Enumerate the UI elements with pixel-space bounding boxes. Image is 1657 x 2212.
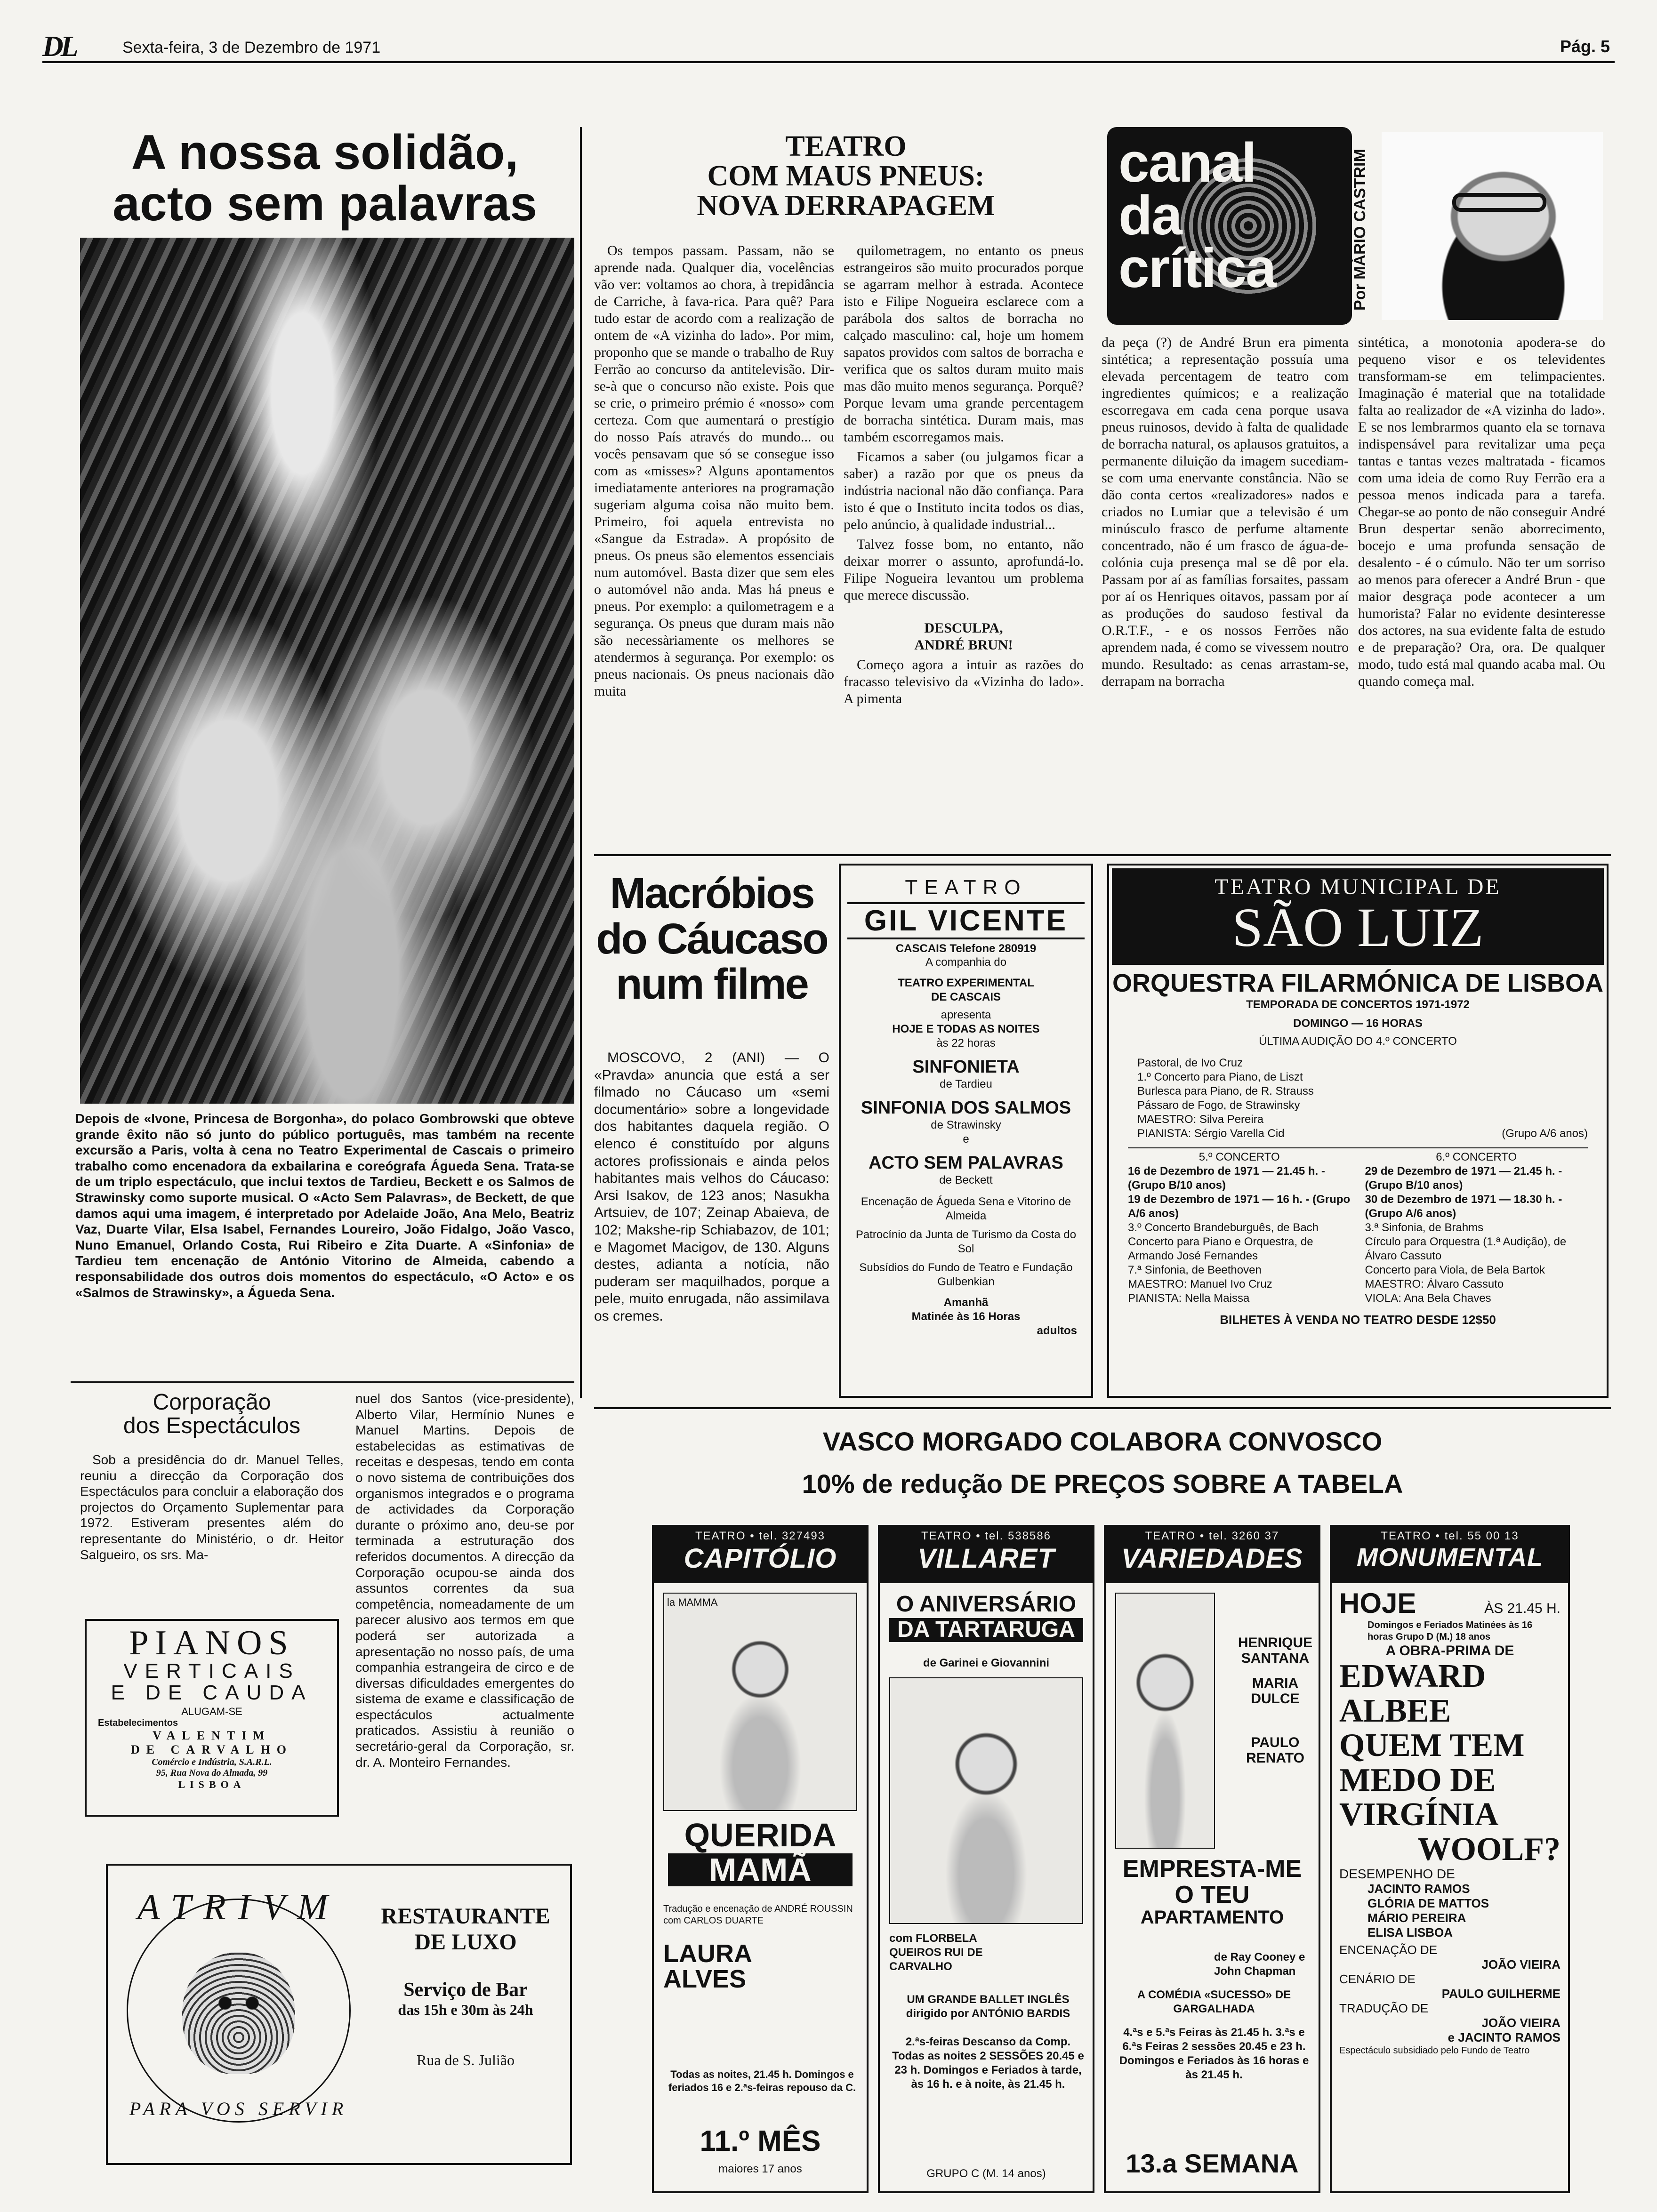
issue-date: Sexta-feira, 3 de Dezembro de 1971 — [122, 39, 381, 56]
villaret-ad: TEATRO • tel. 538586 VILLARET O ANIVERSÁRIO DA TARTARUGA de Garinei e Giovannini com FLORBELA QUEIROS RUI DE CARVALHO UM GRANDE BALLET INGLÊS dirigido por ANTÓNIO BARDIS 2.ªs-feiras Descanso da Comp. Todas as noites 2 SESSÕES 20.45 e 23 h. Domingos e Feriados à tarde, às 16 h. e à noite, às 21.45 h. GRUPO C (M. 14 anos) — [878, 1525, 1094, 2193]
bacchus-mask-icon — [182, 1952, 295, 2074]
monumental-title: EDWARD ALBEE QUEM TEM MEDO DE VIRGÍNIA WOOLF? — [1339, 1658, 1560, 1867]
capitolio-banner: TEATRO • tel. 327493 CAPITÓLIO — [654, 1527, 867, 1583]
monumental-body: HOJE ÀS 21.45 H. Domingos e Feriados Matinées às 16 horas Grupo D (M.) 18 anos A OBRA-PRIMA DE EDWARD ALBEE QUEM TEM MEDO DE VIRGÍNIA WOOLF? DESEMPENHO DE JACINTO RAMOS GLÓRIA DE MATTOS MÁRIO PEREIRA ELISA LISBOA ENCENAÇÃO DE JOÃO VIEIRA CENÁRIO DE PAULO GUILHERME TRADUÇÃO DE JOÃO VIEIRA e JACINTO RAMOS Espectáculo subsidiado pelo Fundo de Teatro — [1339, 1587, 1560, 2056]
capitolio-title: QUERIDA MAMÃ — [654, 1819, 867, 1888]
villaret-title: O ANIVERSÁRIO DA TARTARUGA — [880, 1593, 1093, 1644]
corporacao-column-2: nuel dos Santos (vice-presidente), Alberto Vilar, Hermínio Nunes e Manuel Martins. Depois de estabelecidas as estimativas de receitas e despesas, tendo em conta o novo sistema de contribuições dos organismos integrados e o programa de actividades da Corporação durante o próximo ano, deu-se por terminada a estruturação dos referidos documentos. A direcção da Corporação ocupou-se ainda dos assuntos correntes da sua competência, nomeadamente de um parecer alusivo aos termos em que poderá ser autorizada a apresentação no nosso país, de uma companhia estrangeira de circo e de diversas dificuldades emergentes do sistema de exame e classificação de espectáculos actualmente praticados. Assistiu à reunião o secretário-geral da Corporação, sr. dr. A. Monteiro Fernandes. — [355, 1391, 574, 1770]
teatro-column-3: da peça (?) de André Brun era pimenta sintética; a representação possuía uma elevada percentagem de teatro com ingredientes químicos; e a realização escorregava em cada cena porque usava pneus ruinosos, devido à falta de qualidade de borracha natural, os aplausos gratuitos, a permanente diluição da imagem sucediam-se com uma enervante constância. Não se dão conta certos «realizadores» nados e criados no Lumiar que a televisão é um minúsculo frasco de perfume altamente concentrado, não é um frasco de água-de-colónia cuja presença mal se dê por ela. Passam por aí as famílias forsaites, passam por aí os Henriques oitavos, passam por aí as produções do saudoso festival da O.R.T.F., - e os nossos Ferrões não aprendem nada, é como se vivessem noutro mundo. Resultado: as cenas arrastam-se, derrapam na borracha — [1102, 335, 1349, 689]
teatro-column-2: quilometragem, no entanto os pneus estrangeiros são muito procurados porque se agarram melhor à estrada. Acontece isto e Filipe Nogueira esclarece com a parábola dos saltos de borracha no calçado masculino: cal, hoje um homem sapatos providos com saltos de borracha e verifica que os saltos duram muito mais mas dão muito menos segurança. Porquê? Porque levam uma grande percentagem de borracha sintética. Duram mais, mas também escorregamos mais. Ficamos a saber (ou julgamos ficar a saber) a razão por que os pneus da indústria nacional não dão confiança. Para isto é que o Instituto incita todos os dias, pelo anúncio, à qualidade industrial... Talvez fosse bom, no entanto, não deixar morrer o assunto, aprofundá-lo. Filipe Nogueira levantou um problema que merece discussão. DESCULPA, ANDRÉ BRUN! Começo agora a intuir as razões do fracasso televisivo da «Vizinha do lado». A pimenta — [844, 243, 1084, 706]
monumental-ad — [1330, 1525, 1570, 2193]
canal-critica-logo — [1107, 127, 1352, 325]
gil-vicente-ad: TEATRO GIL VICENTE CASCAIS Telefone 280919 A companhia do TEATRO EXPERIMENTAL DE CASCAIS apresenta HOJE E TODAS AS NOITES às 22 horas SINFONIETA de Tardieu SINFONIA DOS SALMOS de Strawinsky e ACTO SEM PALAVRAS de Beckett Encenação de Águeda Sena e Vitorino de Almeida Patrocínio da Junta de Turismo da Costa do Sol Subsídios do Fundo de Teatro e Fundação Gulbenkian Amanhã Matinée às 16 Horas adultos — [839, 864, 1093, 1398]
morgado-subheadline: 10% de redução DE PREÇOS SOBRE A TABELA — [802, 1469, 1403, 1499]
teatro-column-1: Os tempos passam. Passam, não se aprende nada. Qualquer dia, vocelências vão ver: voltamos ao chora, à trepidância de Carriche, à fava-rica. Para quê? Para tudo estar de acordo com a realização de ontem de «A vizinha do lado». Por mim, proponho que se mande o trabalho de Ruy Ferrão ao concurso da antitelevisão. Dir-se-à que o concurso não existe. Pois que se crie, o primeiro prémio é «nosso» com certeza. Com que aumentará o prestígio do nosso País através do mundo... ou vocês pensavam que só se consegue isso com as «misses»? Alguns apontamentos imediatamente anteriores na programação sugeriam alguma coisa não muito bem. Primeiro, foi aquela entrevista no «Sangue da Estrada». A propósito de pneus. Os pneus são elementos essenciais num automóvel. Basta dizer que sem eles o automóvel não anda. Mas há pneus e pneus. Por exemplo: a quilometragem e a segurança. Os pneus que duram mais não são necessàriamente os melhores se atendermos à segurança. Por exemplo: os pneus nacionais. Os pneus nacionais dão muita — [594, 243, 834, 699]
morgado-headline: VASCO MORGADO COLABORA CONVOSCO — [822, 1427, 1383, 1456]
byline: Por MÁRIO CASTRIM — [1351, 149, 1369, 311]
capitolio-illustration: la MAMMA — [663, 1593, 857, 1811]
corporacao-column-1: Sob a presidência do dr. Manuel Telles, reuniu a direcção da Corporação dos Espectáculos para concluir a elaboração dos projectos do Orçamento Suplementar para 1972. Estiveram presentes além do representante do Ministério, o dr. Heitor Salgueiro, os srs. Ma- — [80, 1452, 344, 1562]
variedades-cast: HENRIQUE SANTANA MARIA DULCE PAULO RENATO — [1238, 1635, 1313, 1766]
page-header — [42, 28, 1615, 63]
atrium-ad — [106, 1864, 572, 2165]
villaret-illustration — [889, 1677, 1083, 1924]
variedades-illustration — [1115, 1593, 1215, 1849]
canal-critica-title: canal da crítica — [1118, 132, 1276, 300]
sao-luiz-ad: TEATRO MUNICIPAL DE SÃO LUIZ ORQUESTRA FILARMÓNICA DE LISBOA TEMPORADA DE CONCERTOS 1971-1972 DOMINGO — 16 HORAS ÚLTIMA AUDIÇÃO DO 4.º CONCERTO Pastoral, de Ivo Cruz 1.º Concerto para Piano, de Liszt Burlesca para Piano, de R. Strauss Pássaro de Fogo, de Strawinsky MAESTRO: Silva Pereira PIANISTA: Sérgio Varella Cid (Grupo A/6 anos) 5.º CONCERTO 16 de Dezembro de 1971 — 21.45 h. - (Grupo B/10 anos) 19 de Dezembro de 1971 — 16 h. - (Grupo A/6 anos) 3.º Concerto Brandeburguês, de Bach Concerto para Piano e Orquestra, de Armando José Fernandes 7.ª Sinfonia, de Beethoven MAESTRO: Manuel Ivo Cruz PIANISTA: Nella Maissa 6.º CONCERTO 29 de Dezembro de 1971 — 21.45 h. - (Grupo B/10 anos) 30 de Dezembro de 1971 — 18.30 h. - (Grupo A/6 anos) 3.ª Sinfonia, de Brahms Círculo para Orquestra (1.ª Audição), de Álvaro Cassuto Concerto para Viola, de Bela Bartok MAESTRO: Álvaro Cassuto VIOLA: Ana Bela Chaves BILHETES À VENDA NO TEATRO DESDE 12$50 — [1107, 864, 1609, 1398]
pianos-ad: PIANOS VERTICAIS E DE CAUDA ALUGAM-SE Estabelecimentos VALENTIM DE CARVALHO Comércio e Indústria, S.A.R.L. 95, Rua Nova do Almada, 99 LISBOA — [85, 1619, 339, 1817]
capitolio-ad: TEATRO • tel. 327493 CAPITÓLIO la MAMMA QUERIDA MAMÃ Tradução e encenação de ANDRÉ ROUSSIN com CARLOS DUARTE LAURA ALVES Todas as noites, 21.45 h. Domingos e feriados 16 e 2.ªs-feiras repouso da C. 11.º MÊS maiores 17 anos — [652, 1525, 869, 2193]
variedades-title: EMPRESTA-ME O TEU APARTAMENTO — [1122, 1855, 1302, 1928]
atrium-text: RESTAURANTE DE LUXO Serviço de Bar das 15h e 30m às 24h Rua de S. Julião — [381, 1904, 550, 2068]
page-number: Pág. 5 — [1560, 37, 1610, 56]
concert-6: 6.º CONCERTO 29 de Dezembro de 1971 — 21.45 h. - (Grupo B/10 anos) 30 de Dezembro de 1971 — 18.30 h. - (Grupo A/6 anos) 3.ª Sinfonia, de Brahms Círculo para Orquestra (1.ª Audição), de Álvaro Cassuto Concerto para Viola, de Bela Bartok MAESTRO: Álvaro Cassuto VIOLA: Ana Bela Chaves — [1365, 1151, 1567, 1305]
villaret-banner: TEATRO • tel. 538586 VILLARET — [880, 1527, 1093, 1583]
corporacao-headline: Corporação dos Espectáculos — [123, 1390, 301, 1439]
glasses-icon — [1452, 193, 1546, 212]
concert-5: 5.º CONCERTO 16 de Dezembro de 1971 — 21.45 h. - (Grupo B/10 anos) 19 de Dezembro de 1971 — 16 h. - (Grupo A/6 anos) 3.º Concerto Brandeburguês, de Bach Concerto para Piano e Orquestra, de Armando José Fernandes 7.ª Sinfonia, de Beethoven MAESTRO: Manuel Ivo Cruz PIANISTA: Nella Maissa — [1128, 1151, 1351, 1305]
variedades-ad: TEATRO • tel. 3260 37 VARIEDADES HENRIQUE SANTANA MARIA DULCE PAULO RENATO EMPRESTA-ME O TEU APARTAMENTO de Ray Cooney e John Chapman A COMÉDIA «SUCESSO» DE GARGALHADA 4.ªs e 5.ªs Feiras às 21.45 h. 3.ªs e 6.ªs Feiras 2 sessões 20.45 e 23 h. Domingos e Feriados às 16 horas e às 21.45 h. 13.a SEMANA — [1104, 1525, 1320, 2193]
sao-luiz-program: Pastoral, de Ivo Cruz 1.º Concerto para Piano, de Liszt Burlesca para Piano, de R. Strauss Pássaro de Fogo, de Strawinsky MAESTRO: Silva Pereira PIANISTA: Sérgio Varella Cid (Grupo A/6 anos) — [1137, 1057, 1588, 1140]
acto-sem-palavras-photo — [80, 238, 574, 1104]
variedades-banner: TEATRO • tel. 3260 37 VARIEDADES — [1106, 1527, 1319, 1583]
teatro-column-4: sintética, a monotonia apodera-se do pequeno visor e os televidentes transformam-se em telimpacientes. Imaginação é material que na totalidade falta ao realizador de «A vizinha do lado». E se nos lembrarmos quanto ela se tornava indispensável para revitalizar uma peça tantas e tantas vezes maltratada - ficamos com uma ideia de como Ruy Ferrão era a pessoa menos indicada para a tarefa. Chegar-se ao ponto de não conseguir André Brun despertar senão aborrecimento, bocejo e uma profunda sensação de desalento - é o cúmulo. Não ter um sorriso ao menos para oferecer a André Brun - que maior desgraça pode acontecer a um humorista? Falar no evidente desinteresse dos actores, na sua evidente falta de estudo e de preparação? Ora, ora. De qualquer modo, tudo está mal quando acaba mal. Ou quando começa mal. — [1358, 335, 1605, 689]
author-portrait — [1382, 132, 1603, 320]
teatro-subheading: DESCULPA, ANDRÉ BRUN! — [914, 620, 1013, 653]
solidao-headline: A nossa solidão, acto sem palavras — [113, 125, 537, 232]
section-rule — [71, 1381, 574, 1383]
macrobios-headline: Macróbios do Cáucaso num filme — [596, 869, 828, 1009]
sao-luiz-concerts — [1109, 1148, 1607, 1306]
atrium-emblem: ATRIVM PARA VOS SERVIR — [127, 1899, 351, 2123]
newspaper-logo: DL — [42, 31, 76, 63]
sao-luiz-banner: TEATRO MUNICIPAL DE SÃO LUIZ — [1112, 868, 1604, 965]
column-rule — [580, 127, 582, 1398]
macrobios-body: MOSCOVO, 2 (ANI) — O «Pravda» anuncia que está a ser filmado no Cáucaso um «semi documentário» sobre a longevidade dos habitantes daquela região. O elenco é constituído por alguns actores profissionais e ainda pelos habitantes mais velhos do Cáucaso: Arsi Isakov, de 123 anos; Nasukha Artsuiev, de 107; Zeinap Abaieva, de 102; Makshe-rip Schiabazov, de 101; e Magomet Macigov, de 130. Alguns destes, adianta a notícia, não puderam ser maquilhados, porque a pele, muito enrugada, não assimilava os cremes. — [594, 1050, 829, 1324]
teatro-headline: TEATRO COM MAUS PNEUS: NOVA DERRAPAGEM — [697, 130, 995, 222]
photo-caption: Depois de «Ivone, Princesa de Borgonha», do polaco Gombrowski que obteve grande êxito não só junto do público português, mas também na recente excursão a Paris, volta à cena no Teatro Experimental de Cascais o primeiro trabalho como encenadora da exbailarina e coreógrafa Águeda Sena. Trata-se de um triplo espectáculo, que inclui textos de Tardieu, Beckett e os Salmos de Strawinsky como suporte musical. O «Acto Sem Palavras», de Beckett, de que damos aqui uma imagem, é interpretado por Adelaide João, Ana Melo, Beatriz Vaz, Duarte Vilar, Elsa Isabel, Fernandes Loureiro, João Fidalgo, João Vasco, Nuno Emanuel, Orlando Costa, Rui Ribeiro e Zita Duarte. A «Sinfonia» de Tardieu tem encenação de António Vitorino de Almeida, cabendo a responsabilidade dos outros dois momentos do espectáculo, «O Acto» e os «Salmos de Strawinsky», a Águeda Sena. — [75, 1111, 574, 1300]
section-rule — [594, 1407, 1611, 1409]
section-rule — [594, 854, 1611, 856]
monumental-banner: TEATRO • tel. 55 00 13 MONUMENTAL — [1332, 1527, 1568, 1583]
